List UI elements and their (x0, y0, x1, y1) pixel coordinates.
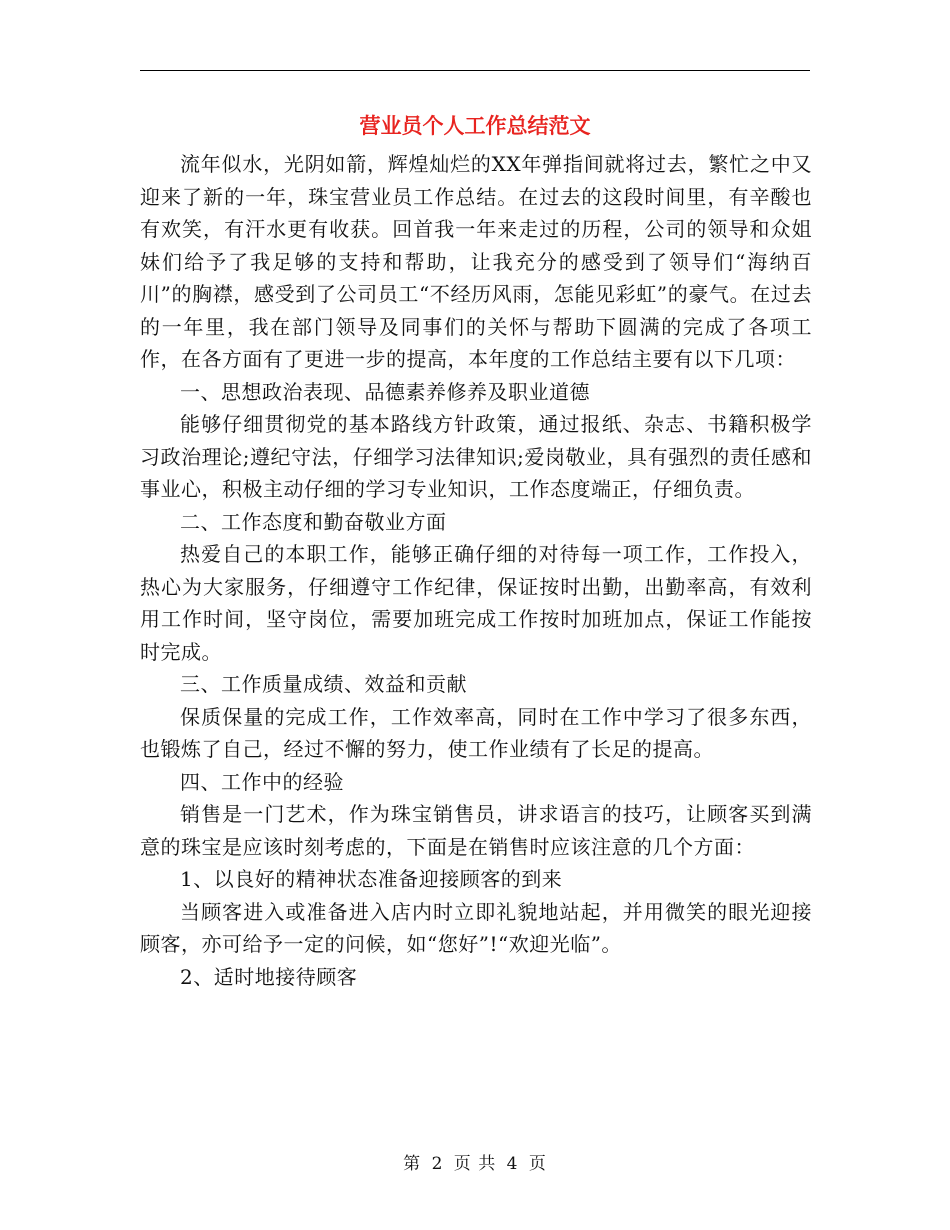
footer-suffix: 页 (528, 1154, 547, 1174)
paragraph-section-3: 保质保量的完成工作，工作效率高，同时在工作中学习了很多东西，也锻炼了自己，经过不懈的努力，使工作业绩有了长足的提高。 (140, 704, 812, 761)
paragraph-section-1: 能够仔细贯彻党的基本路线方针政策，通过报纸、杂志、书籍积极学习政治理论;遵纪守法，仔细学习法律知识;爱岗敬业，具有强烈的责任感和事业心，积极主动仔细的学习专业知识，工作态度端正，仔细负责。 (140, 412, 812, 501)
paragraph-intro: 流年似水，光阴如箭，辉煌灿烂的XX年弹指间就将过去，繁忙之中又迎来了新的一年，珠宝营业员工作总结。在过去的这段时间里，有辛酸也有欢笑，有汗水更有收获。回首我一年来走过的历程，公司的领导和众姐妹们给予了我足够的支持和帮助，让我充分的感受到了领导们“海纳百川”的胸襟，感受到了公司员工“不经历风雨，怎能见彩虹”的豪气。在过去的一年里，我在部门领导及同事们的关怀与帮助下圆满的完成了各项工作，在各方面有了更进一步的提高，本年度的工作总结主要有以下几项： (140, 152, 812, 371)
subheading-2: 2、适时地接待顾客 (180, 964, 358, 989)
section-heading-3: 三、工作质量成绩、效益和贡献 (180, 672, 467, 696)
footer-total-pages: 4 (506, 1154, 519, 1174)
footer-current-page: 2 (431, 1154, 444, 1174)
section-heading-4: 四、工作中的经验 (180, 769, 344, 794)
paragraph-subsection-1: 当顾客进入或准备进入店内时立即礼貌地站起，并用微笑的眼光迎接顾客，亦可给予一定的问候，如“您好”!“欢迎光临”。 (140, 899, 812, 956)
footer-prefix: 第 (403, 1154, 422, 1174)
document-body (140, 148, 812, 993)
paragraph-section-2: 热爱自己的本职工作，能够正确仔细的对待每一项工作，工作投入，热心为大家服务，仔细遵守工作纪律，保证按时出勤，出勤率高，有效利用工作时间，坚守岗位，需要加班完成工作按时加班加点，保证工作能按时完成。 (140, 542, 812, 664)
paragraph-section-4: 销售是一门艺术，作为珠宝销售员，讲求语言的技巧，让顾客买到满意的珠宝是应该时刻考虑的，下面是在销售时应该注意的几个方面： (140, 802, 812, 859)
section-heading-1: 一、思想政治表现、品德素养修养及职业道德 (180, 379, 590, 404)
subheading-1: 1、以良好的精神状态准备迎接顾客的到来 (180, 867, 563, 891)
document-title: 营业员个人工作总结范文 (359, 114, 591, 138)
page-footer (0, 1152, 950, 1176)
section-heading-2: 二、工作态度和勤奋敬业方面 (180, 509, 447, 534)
footer-middle: 页 共 (453, 1154, 497, 1174)
header-rule (140, 70, 810, 71)
